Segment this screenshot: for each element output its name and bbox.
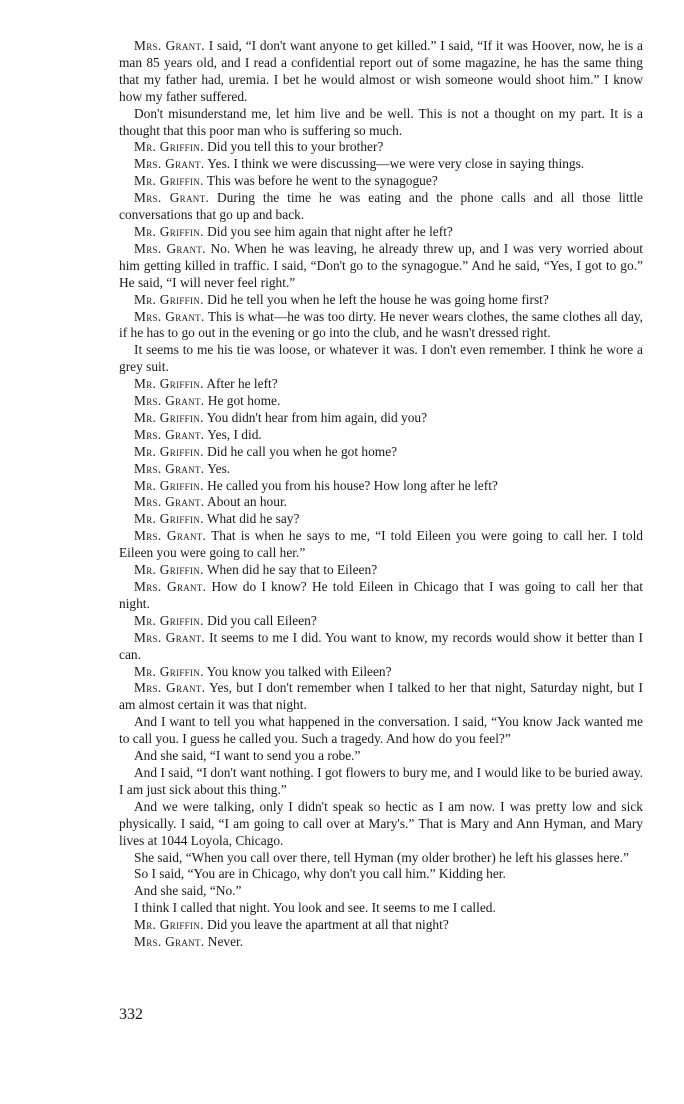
- speaker-label: Mrs. Grant.: [134, 156, 205, 172]
- paragraph-text: What did he say?: [206, 511, 300, 527]
- speaker-label: Mr. Griffin.: [134, 139, 204, 155]
- testimony-paragraph: [119, 799, 643, 850]
- testimony-paragraph: [119, 866, 643, 883]
- testimony-paragraph: [119, 680, 643, 714]
- paragraph-text: And I want to tell you what happened in the conversation. I said, “You know Jack wanted me to call you. I guess he called you. Such a tragedy. And how do you feel?”: [119, 714, 643, 747]
- testimony-paragraph: [119, 511, 643, 528]
- paragraph-text: After he left?: [206, 376, 278, 392]
- transcript-page: [119, 38, 643, 951]
- testimony-paragraph: [119, 241, 643, 292]
- speaker-label: Mr. Griffin.: [134, 223, 204, 239]
- paragraph-text: I think I called that night. You look and see. It seems to me I called.: [134, 900, 496, 916]
- speaker-label: Mr. Griffin.: [134, 477, 204, 493]
- speaker-label: Mrs. Grant.: [134, 680, 206, 696]
- speaker-label: Mrs. Grant.: [134, 934, 205, 950]
- paragraph-text: About an hour.: [207, 494, 288, 510]
- testimony-paragraph: [119, 190, 643, 224]
- speaker-label: Mrs. Grant.: [134, 190, 210, 206]
- testimony-paragraph: [119, 139, 643, 156]
- paragraph-text: Did you leave the apartment at all that night?: [207, 917, 449, 933]
- testimony-paragraph: [119, 562, 643, 579]
- testimony-paragraph: [119, 850, 643, 867]
- speaker-label: Mr. Griffin.: [134, 409, 204, 425]
- paragraph-text: During the time he was eating and the phone calls and all those little conversations that go up and back.: [119, 190, 643, 223]
- paragraph-text: And I said, “I don't want nothing. I got flowers to bury me, and I would like to be buried away. I am just sick about this thing.”: [119, 764, 643, 797]
- paragraph-text: And she said, “No.”: [134, 883, 242, 899]
- testimony-paragraph: [119, 342, 643, 376]
- testimony-paragraph: [119, 478, 643, 495]
- speaker-label: Mr. Griffin.: [134, 612, 204, 628]
- speaker-label: Mr. Griffin.: [134, 663, 204, 679]
- speaker-label: Mrs. Grant.: [134, 579, 207, 594]
- paragraph-text: So I said, “You are in Chicago, why don't you call him.” Kidding her.: [134, 866, 506, 882]
- speaker-label: Mr. Griffin.: [134, 376, 204, 392]
- speaker-label: Mrs. Grant.: [134, 308, 205, 324]
- paragraph-text: And she said, “I want to send you a robe.”: [134, 748, 361, 764]
- speaker-label: Mr. Griffin.: [134, 511, 204, 527]
- testimony-paragraph: [119, 934, 643, 951]
- testimony-paragraph: [119, 664, 643, 681]
- testimony-paragraph: [119, 410, 643, 427]
- speaker-label: Mrs. Grant.: [134, 38, 205, 53]
- paragraph-text: Did you see him again that night after he left?: [207, 223, 453, 239]
- testimony-paragraph: [119, 494, 643, 511]
- paragraph-text: Yes. I think we were discussing—we were very close in saying things.: [207, 156, 585, 172]
- testimony-paragraph: [119, 224, 643, 241]
- speaker-label: Mrs. Grant.: [134, 240, 206, 256]
- paragraph-text: That is when he says to me, “I told Eileen you were going to call her. I told Eileen you were going to call her.”: [119, 528, 643, 561]
- testimony-paragraph: [119, 292, 643, 309]
- paragraph-text: Don't misunderstand me, let him live and be well. This is not a thought on my part. It is a thought that this poor man who is suffering so much.: [119, 105, 643, 138]
- paragraph-text: It seems to me I did. You want to know, my records would show it better than I can.: [119, 629, 643, 662]
- paragraph-text: Did he call you when he got home?: [207, 443, 398, 459]
- speaker-label: Mrs. Grant.: [134, 426, 205, 442]
- paragraph-text: It seems to me his tie was loose, or whatever it was. I don't even remember. I think he wore a grey suit.: [119, 342, 643, 375]
- speaker-label: Mrs. Grant.: [134, 494, 205, 510]
- paragraph-text: Yes.: [207, 460, 231, 476]
- testimony-paragraph: [119, 38, 643, 106]
- testimony-paragraph: [119, 714, 643, 748]
- testimony-paragraph: [119, 900, 643, 917]
- paragraph-text: Never.: [207, 934, 244, 950]
- speaker-label: Mr. Griffin.: [134, 173, 204, 189]
- paragraph-text: This is what—he was too dirty. He never wears clothes, the same clothes all day, if he has to go out in the evening or go into the club, and he wasn't dressed right.: [119, 308, 643, 341]
- paragraph-text: How do I know? He told Eileen in Chicago that I was going to call her that night.: [119, 579, 643, 611]
- paragraph-text: Did you call Eileen?: [207, 612, 317, 628]
- speaker-label: Mrs. Grant.: [134, 393, 205, 409]
- paragraph-text: Yes, but I don't remember when I talked to her that night, Saturday night, but I am almost certain it was that night.: [119, 680, 643, 713]
- paragraph-text: Did you tell this to your brother?: [207, 139, 384, 155]
- testimony-paragraph: [119, 748, 643, 765]
- testimony-paragraph: [119, 173, 643, 190]
- testimony-paragraph: [119, 765, 643, 799]
- testimony-paragraph: [119, 393, 643, 410]
- paragraph-text: And we were talking, only I didn't speak so hectic as I am now. I was pretty low and sick physically. I said, “I am going to call over at Mary's.” That is Mary and Ann Hyman, and Mary lives at 1044 Loyola, Chicago.: [119, 798, 643, 848]
- speaker-label: Mr. Griffin.: [134, 917, 204, 933]
- testimony-paragraph: [119, 156, 643, 173]
- paragraph-text: She said, “When you call over there, tell Hyman (my older brother) he left his glasses here.”: [134, 849, 629, 865]
- paragraph-text: Yes, I did.: [207, 426, 262, 442]
- paragraph-text: I said, “I don't want anyone to get killed.” I said, “If it was Hoover, now, he is a man 85 years old, and I read a confidential report out of some magazine, he has the same thing that my father had, uremia. I bet he would almost or wish someone would shoot him.” I know how my father suffered.: [119, 38, 643, 104]
- testimony-paragraph: [119, 309, 643, 343]
- testimony-paragraph: [119, 376, 643, 393]
- testimony-paragraph: [119, 106, 643, 140]
- paragraph-text: Did he tell you when he left the house he was going home first?: [207, 291, 549, 307]
- testimony-paragraph: [119, 613, 643, 630]
- speaker-label: Mr. Griffin.: [134, 291, 204, 307]
- speaker-label: Mrs. Grant.: [134, 528, 207, 544]
- speaker-label: Mr. Griffin.: [134, 562, 204, 578]
- testimony-paragraph: [119, 444, 643, 461]
- paragraph-text: You know you talked with Eileen?: [206, 663, 392, 679]
- testimony-paragraph: [119, 461, 643, 478]
- paragraph-list: [119, 38, 643, 951]
- paragraph-text: This was before he went to the synagogue?: [206, 173, 438, 189]
- paragraph-text: He got home.: [207, 393, 281, 409]
- testimony-paragraph: [119, 630, 643, 664]
- testimony-paragraph: [119, 917, 643, 934]
- page-number: 332: [119, 1006, 143, 1023]
- paragraph-text: When did he say that to Eileen?: [206, 562, 378, 578]
- speaker-label: Mrs. Grant.: [134, 460, 205, 476]
- testimony-paragraph: [119, 427, 643, 444]
- speaker-label: Mrs. Grant.: [134, 629, 206, 645]
- speaker-label: Mr. Griffin.: [134, 443, 204, 459]
- testimony-paragraph: [119, 579, 643, 613]
- paragraph-text: He called you from his house? How long after he left?: [207, 477, 498, 493]
- paragraph-text: You didn't hear from him again, did you?: [206, 409, 428, 425]
- paragraph-text: No. When he was leaving, he already threw up, and I was very worried about him getting killed in traffic. I said, “Don't go to the synagogue.” And he said, “Yes, I got to go.” He said, “I will never feel right.”: [119, 240, 643, 290]
- testimony-paragraph: [119, 528, 643, 562]
- testimony-paragraph: [119, 883, 643, 900]
